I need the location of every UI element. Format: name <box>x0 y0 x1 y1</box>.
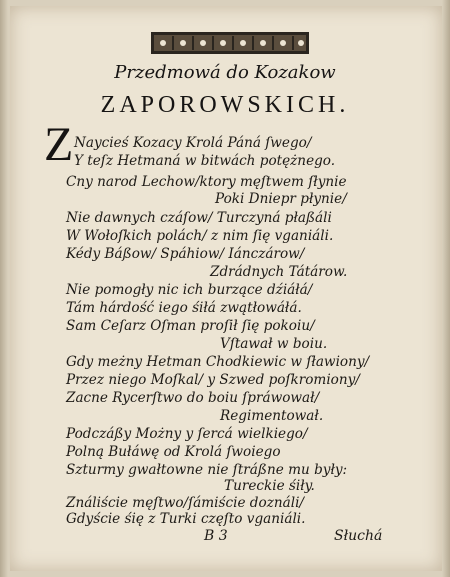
title-heading: ZAPOROWSKICH. <box>100 92 350 118</box>
verse-line: Nie dawnych czáſow/ Turczyná płaßáli <box>66 210 332 226</box>
verse-line: Kédy Báßow/ Spáhiow/ Iánczárow/ <box>66 246 305 262</box>
verse-line: Tureckie śiły. <box>224 478 315 494</box>
verse-line: Gdyście śię z Turki częſto vganiáli. <box>66 511 306 527</box>
verse-line: Przez niego Moſkal/ y Szwed poſkromiony/ <box>66 372 360 388</box>
verse-line: Gdy meżny Hetman Chodkiewic w ſławiony/ <box>66 354 370 370</box>
drop-cap-initial: Z <box>44 118 74 171</box>
verse-line: Naycieś Kozacy Krolá Páná ſwego/ <box>74 135 312 151</box>
verse-line: Sam Ceſarz Oſman proſił ſię pokoiu/ <box>66 318 315 334</box>
verse-line: Poki Dniepr płynie/ <box>215 191 347 207</box>
verse-line: Podczáßy Możny y ſercá wielkiego/ <box>66 426 308 442</box>
verse-line: Tám hárdość iego śiłá zwątłowáłá. <box>66 300 302 316</box>
verse-line: Y teſz Hetmaná w bitwách potężnego. <box>74 153 336 169</box>
verse-line: Polną Bułáwę od Krolá ſwoiego <box>66 444 281 460</box>
decorative-headpiece <box>151 32 309 54</box>
verse-line: Szturmy gwałtowne nie ſtráßne mu były: <box>66 462 348 478</box>
verse-line: Zdrádnych Tátárow. <box>210 264 348 280</box>
verse-line: Ználiście męſtwo/ſámiście doználi/ <box>66 495 304 511</box>
right-page-edge <box>442 0 450 577</box>
signature-mark: B 3 <box>204 528 228 544</box>
verse-line: Cny narod Lechow/ktory męſtwem ſłynie <box>66 174 347 190</box>
verse-line: W Wołoſkich polách/ z nim ſię vganiáli. <box>66 228 334 244</box>
verse-line: Nie pomogły nic ich burzące dźiáłá/ <box>66 282 313 298</box>
verse-line: Regimentował. <box>220 408 324 424</box>
catchword: Słuchá <box>334 528 383 544</box>
verse-line: Zacne Rycerſtwo do boiu ſpráwował/ <box>66 390 320 406</box>
left-page-edge <box>0 0 8 577</box>
verse-line: Vſtawał w boiu. <box>220 336 328 352</box>
preface-heading: Przedmowá do Kozakow <box>114 62 336 83</box>
